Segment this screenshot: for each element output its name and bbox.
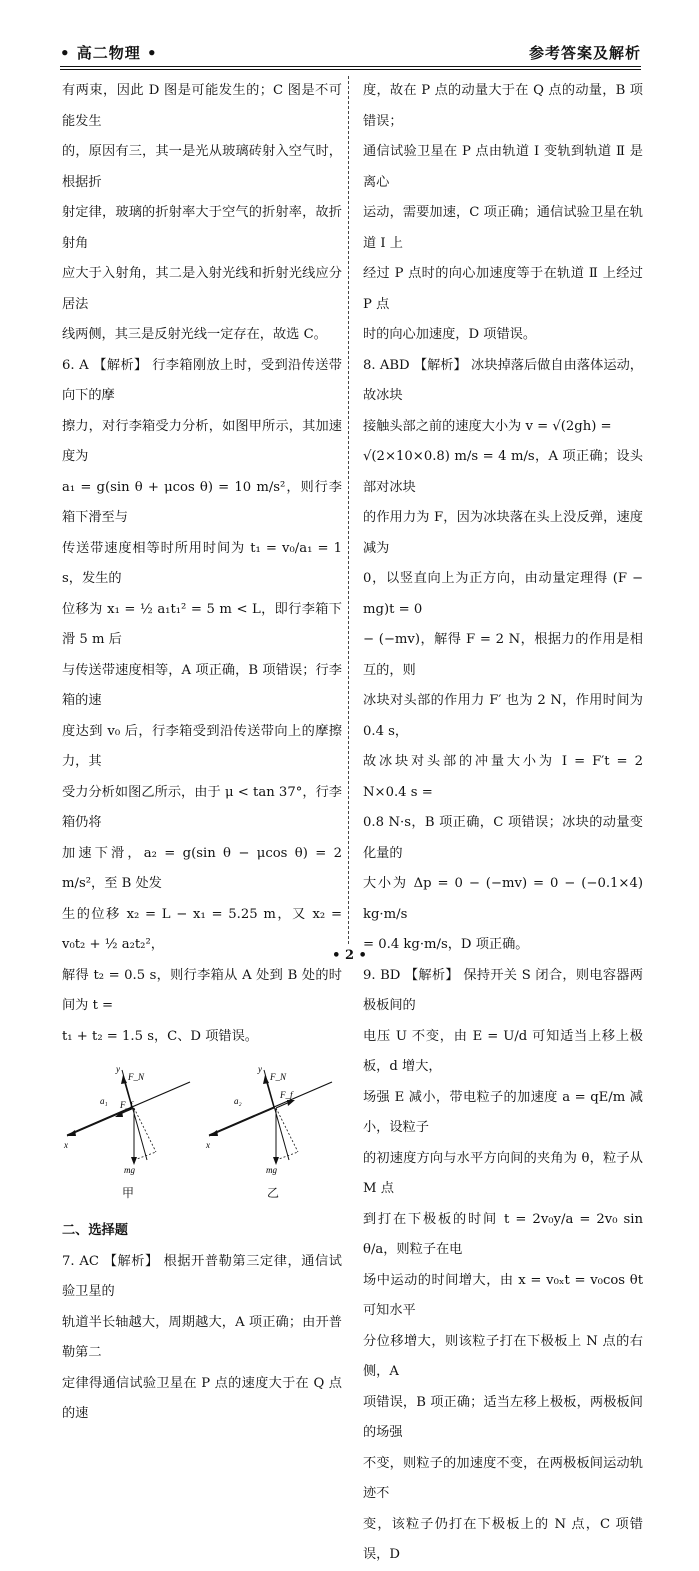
text-line: 擦力，对行李箱受力分析，如图甲所示，其加速度为 — [62, 418, 342, 464]
text-line: 与传送带速度相等，A 项正确，B 项错误；行李箱的速 — [62, 662, 342, 708]
friction-force-label: F_f — [120, 1100, 133, 1110]
text-line: 度达到 v₀ 后，行李箱受到沿传送带向上的摩擦力，其 — [62, 723, 342, 769]
friction-force-label: F_f — [280, 1090, 293, 1100]
text-line: 0，以竖直向上为正方向，由动量定理得 (F − mg)t = 0 — [363, 571, 643, 617]
text-line: 有两束，因此 D 图是可能发生的；C 图是不可能发生 — [62, 83, 342, 129]
text-line: 变，该粒子仍打在下极板上的 N 点，C 项错误，D — [363, 1516, 643, 1562]
text-line: 位移为 x₁ = ½ a₁t₁² = 5 m < L，即行李箱下滑 5 m 后 — [62, 601, 342, 647]
text-line: 传送带速度相等时所用时间为 t₁ = v₀/a₁ = 1 s，发生的 — [62, 540, 342, 586]
figure-caption-yi: 乙 — [267, 1186, 280, 1200]
x-axis-label: x — [206, 1140, 210, 1150]
force-diagram-yi — [204, 1060, 339, 1180]
text-line: = 0.4 kg·m/s，D 项正确。 — [363, 937, 529, 952]
text-line: 9. BD 【解析】 保持开关 S 闭合，则电容器两极板间的 — [363, 967, 643, 1013]
text-line: 轨道半长轴越大，周期越大，A 项正确；由开普勒第二 — [62, 1314, 342, 1360]
acceleration-label: a₁ — [100, 1096, 108, 1106]
text-line: 大小为 Δp = 0 − (−mv) = 0 − (−0.1×4) kg·m/s — [363, 876, 643, 922]
text-line: 通信试验卫星在 P 点由轨道 Ⅰ 变轨到轨道 Ⅱ 是离心 — [363, 144, 643, 190]
right-column — [363, 76, 643, 1571]
acceleration-label: a₂ — [234, 1096, 242, 1106]
text-line: 解得 t₂ = 0.5 s，则行李箱从 A 处到 B 处的时间为 t = — [62, 967, 342, 1013]
y-axis-label: y — [116, 1064, 120, 1074]
text-line: 项错误，B 项正确；适当左移上极板，两极板间的场强 — [363, 1394, 643, 1440]
text-line: 射定律，玻璃的折射率大于空气的折射率，故折射角 — [62, 205, 342, 251]
text-line: 接触头部之前的速度大小为 v = √(2gh) = — [363, 418, 612, 434]
text-line: √(2×10×0.8) m/s = 4 m/s，A 项正确；设头部对冰块 — [363, 449, 643, 495]
text-line: 定律得通信试验卫星在 P 点的速度大于在 Q 点的速 — [62, 1375, 342, 1421]
text-line: 8. ABD 【解析】 冰块掉落后做自由落体运动，故冰块 — [363, 357, 643, 403]
page-number: • 2 • — [332, 948, 367, 963]
figure-caption-jia: 甲 — [122, 1186, 135, 1200]
page-header — [60, 38, 641, 64]
left-column — [62, 76, 342, 1430]
text-line: 生的位移 x₂ = L − x₁ = 5.25 m，又 x₂ = v₀t₂ + ½ a₂t₂²， — [62, 906, 342, 952]
text-line: 度，故在 P 点的动量大于在 Q 点的动量，B 项错误； — [363, 83, 643, 129]
text-line: 故冰块对头部的冲量大小为 I = F′t = 2 N×0.4 s = — [363, 754, 643, 800]
text-line: 分位移增大，则该粒子打在下极板上 N 点的右侧，A — [363, 1333, 643, 1379]
text-line: t₁ + t₂ = 1.5 s，C、D 项错误。 — [62, 1028, 258, 1044]
header-rule-thick — [60, 66, 641, 67]
text-line: 加速下滑，a₂ = g(sin θ − μcos θ) = 2 m/s²，至 B 处发 — [62, 845, 342, 891]
text-line: 场强 E 减小，带电粒子的加速度 a = qE/m 减小，设粒子 — [363, 1089, 643, 1135]
normal-force-label: F_N — [128, 1072, 145, 1082]
text-line: 冰块对头部的作用力 F′ 也为 2 N，作用时间为 0.4 s， — [363, 693, 643, 739]
column-divider — [348, 76, 349, 944]
subject-title: • 高二物理 • — [60, 44, 158, 62]
text-line: 7. AC 【解析】 根据开普勒第三定律，通信试验卫星的 — [62, 1253, 342, 1299]
text-line: 0.8 N·s，B 项正确，C 项错误；冰块的动量变化量的 — [363, 815, 643, 861]
section-title-header: 参考答案及解析 — [528, 44, 641, 62]
gravity-label: mg — [266, 1165, 277, 1175]
text-line: 场中运动的时间增大，由 x = v₀ₓt = v₀cos θt 可知水平 — [363, 1272, 643, 1318]
text-line: 经过 P 点时的向心加速度等于在轨道 Ⅱ 上经过 P 点 — [363, 266, 643, 312]
x-axis-label: x — [64, 1140, 68, 1150]
text-line: 的，原因有三，其一是光从玻璃砖射入空气时，根据折 — [62, 144, 342, 190]
header-rule-thin — [60, 69, 641, 70]
y-axis-label: y — [258, 1064, 262, 1074]
text-line: 应大于入射角，其二是入射光线和折射光线应分居法 — [62, 266, 342, 312]
text-line: a₁ = g(sin θ + μcos θ) = 10 m/s²，则行李箱下滑至与 — [62, 479, 342, 525]
text-line: − (−mv)，解得 F = 2 N，根据力的作用是相互的，则 — [363, 632, 643, 678]
section-heading: 二、选择题 — [62, 1223, 128, 1238]
text-line: 线两侧，其三是反射光线一定存在，故选 C。 — [62, 327, 327, 342]
text-line: 不变，则粒子的加速度不变，在两极板间运动轨迹不 — [363, 1455, 643, 1501]
text-line: 6. A 【解析】 行李箱刚放上时，受到沿传送带向下的摩 — [62, 357, 342, 403]
text-line: 时的向心加速度，D 项错误。 — [363, 327, 537, 342]
gravity-label: mg — [124, 1165, 135, 1175]
text-line: 运动，需要加速，C 项正确；通信试验卫星在轨道 Ⅰ 上 — [363, 205, 643, 251]
force-diagrams — [62, 1060, 342, 1210]
text-line: 的作用力为 F，因为冰块落在头上没反弹，速度减为 — [363, 510, 643, 556]
text-line: 到打在下极板的时间 t = 2v₀y/a = 2v₀ sin θ/a，则粒子在电 — [363, 1211, 643, 1257]
normal-force-label: F_N — [270, 1072, 287, 1082]
text-line: 受力分析如图乙所示，由于 μ < tan 37°，行李箱仍将 — [62, 784, 342, 830]
text-line: 的初速度方向与水平方向间的夹角为 θ，粒子从 M 点 — [363, 1150, 643, 1196]
force-diagram-jia — [62, 1060, 197, 1180]
text-line: 电压 U 不变，由 E = U/d 可知适当上移上极板，d 增大， — [363, 1028, 643, 1074]
